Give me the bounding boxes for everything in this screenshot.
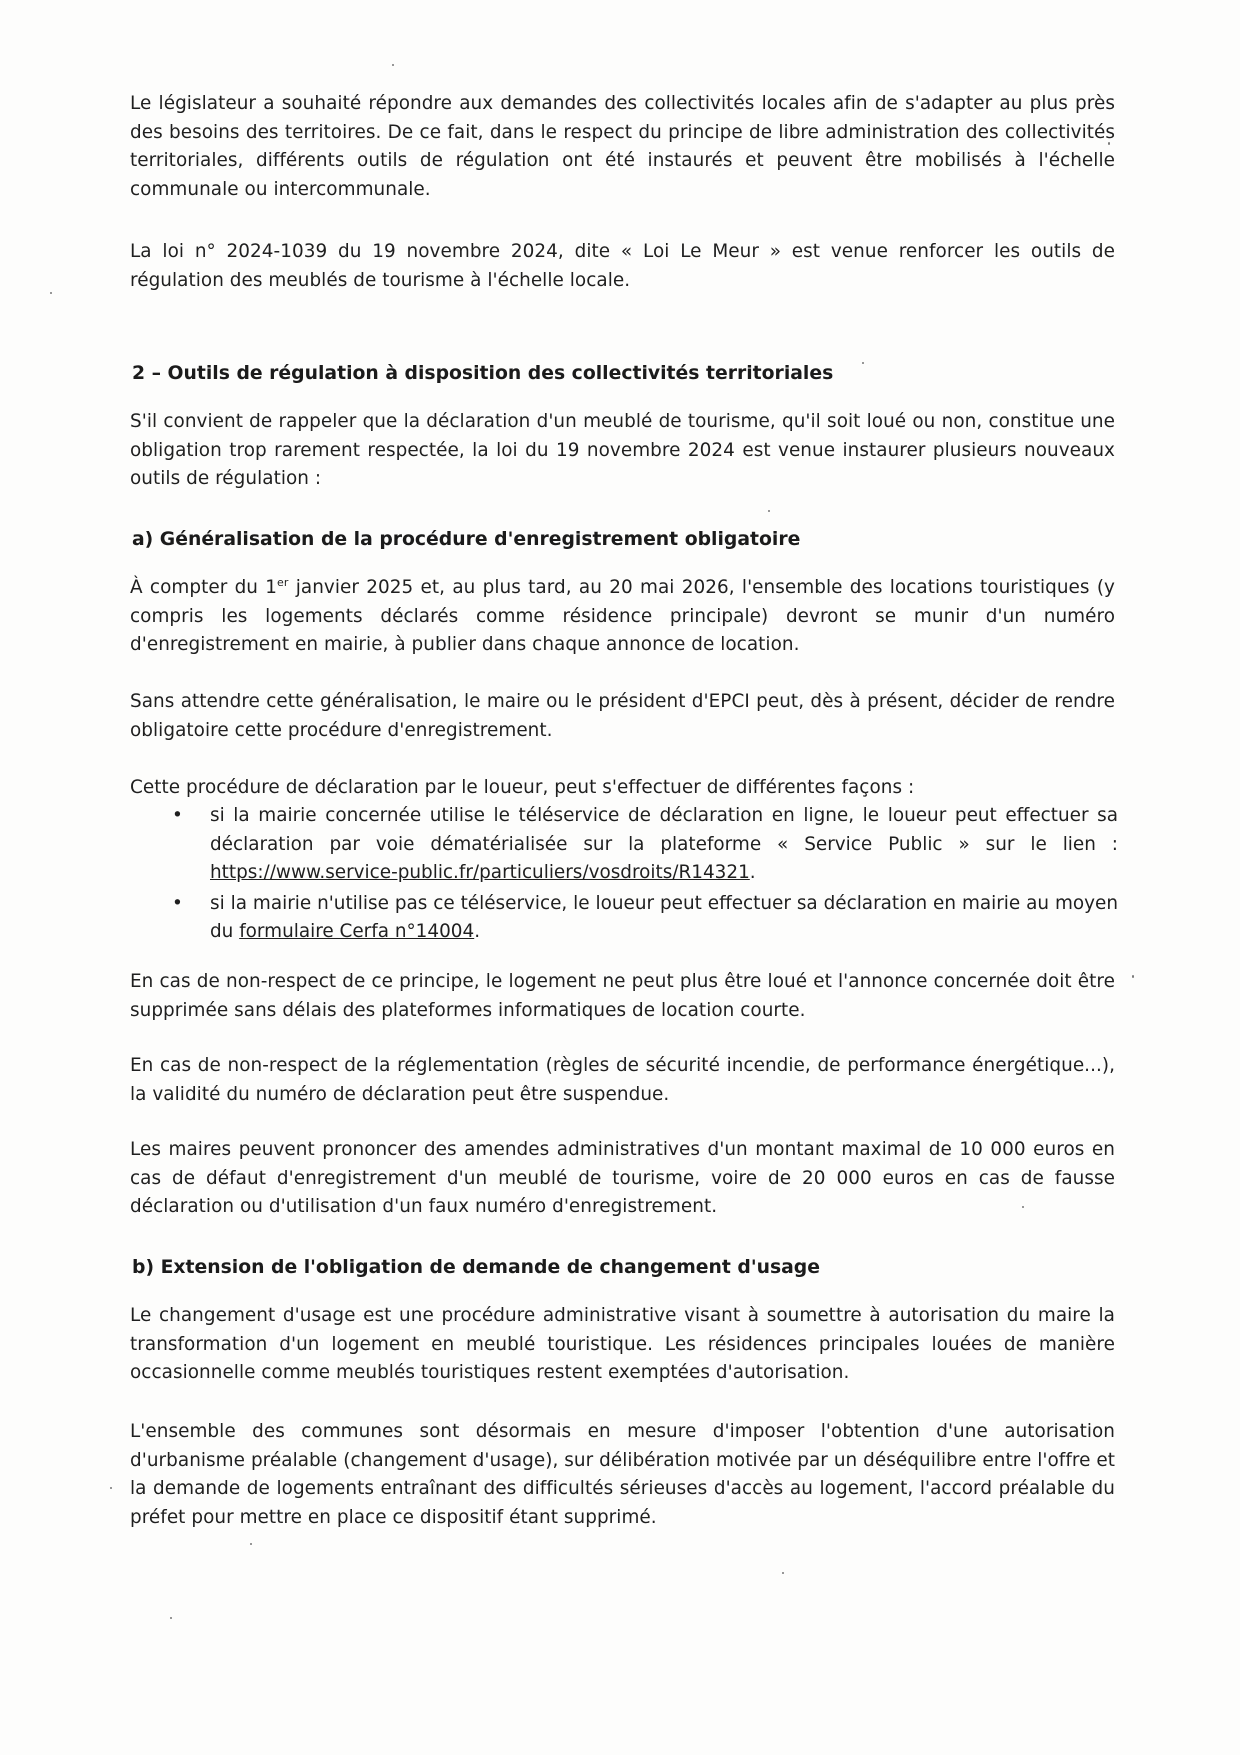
subheading-a: a) Généralisation de la procédure d'enregistrement obligatoire <box>132 529 801 550</box>
paragraph-intro: Le législateur a souhaité répondre aux demandes des collectivités locales afin de s'adapter au plus près des besoins des territoires. De ce fait, dans le respect du principe de libre administration des collectivités territoriales, différents outils de régulation ont été instaurés et peuvent être mobilisés à l'échelle communale ou intercommunale. <box>130 93 1115 200</box>
paragraph-changement-usage: Le changement d'usage est une procédure administrative visant à soumettre à autorisation du maire la transformation d'un logement en meublé touristique. Les résidences principales louées de manière occasionnelle comme meublés touristiques restent exemptées d'autorisation. <box>130 1305 1115 1384</box>
p4-start: À compter du 1 <box>130 577 278 598</box>
list-item <box>138 890 1118 947</box>
paragraph-non-respect-reglementation: En cas de non-respect de la réglementation (règles de sécurité incendie, de performance énergétique...), la validité du numéro de déclaration peut être suspendue. <box>130 1055 1115 1105</box>
scan-speck <box>768 510 770 512</box>
service-public-link[interactable]: https://www.service-public.fr/particuliers/vosdroits/R14321 <box>210 862 750 884</box>
paragraph-generalisation <box>130 574 1115 660</box>
paragraph-amendes: Les maires peuvent prononcer des amendes administratives d'un montant maximal de 10 000 euros en cas de défaut d'enregistrement d'un meublé de tourisme, voire de 20 000 euros en cas de fausse déclaration ou d'utilisation d'un faux numéro d'enregistrement. <box>130 1139 1115 1218</box>
paragraph-loi-le-meur: La loi n° 2024-1039 du 19 novembre 2024, dite « Loi Le Meur » est venue renforcer les outils de régulation des meublés de tourisme à l'échelle locale. <box>130 241 1115 291</box>
paragraph-sans-attendre: Sans attendre cette généralisation, le maire ou le président d'EPCI peut, dès à présent, décider de rendre obligatoire cette procédure d'enregistrement. <box>130 691 1115 741</box>
scan-speck <box>250 1543 252 1545</box>
scan-speck <box>1132 975 1134 978</box>
paragraph-rappel-declaration: S'il convient de rappeler que la déclaration d'un meublé de tourisme, qu'il soit loué ou non, constitue une obligation trop rarement respectée, la loi du 19 novembre 2024 est venue instaurer plusieurs nouveaux outils de régulation : <box>130 411 1115 490</box>
ordinal-superscript: er <box>277 575 289 589</box>
bullet-marker: • <box>172 805 183 826</box>
list-item-text: si la mairie concernée utilise le téléservice de déclaration en ligne, le loueur peut effectuer sa déclaration par voie dématérialisée sur la plateforme « Service Public » sur le lien : <box>210 805 1118 855</box>
list-item-end: . <box>474 921 481 943</box>
bullet-marker: • <box>172 892 183 914</box>
subheading-b: b) Extension de l'obligation de demande de changement d'usage <box>132 1257 820 1278</box>
scan-speck <box>782 1572 784 1574</box>
paragraph-procedure-declaration: Cette procédure de déclaration par le loueur, peut s'effectuer de différentes façons : <box>130 777 915 798</box>
scan-speck <box>110 1487 112 1489</box>
scan-speck <box>170 1617 172 1619</box>
scan-speck <box>862 362 864 364</box>
cerfa-form-link[interactable]: formulaire Cerfa n°14004 <box>239 921 475 943</box>
list-item-end: . <box>749 862 756 884</box>
list-item-text: si la mairie n'utilise pas ce téléservice, le loueur peut effectuer sa déclaration en mairie au moyen du <box>210 892 1118 943</box>
scan-speck <box>50 292 52 294</box>
section-heading-2: 2 – Outils de régulation à disposition des collectivités territoriales <box>132 363 834 384</box>
p4-rest: janvier 2025 et, au plus tard, au 20 mai 2026, l'ensemble des locations touristiques (y compris les logements déclarés comme résidence principale) devront se munir d'un numéro d'enregistrement en mairie, à publier dans chaque annonce de location. <box>130 577 1115 656</box>
paragraph-non-respect-principe: En cas de non-respect de ce principe, le logement ne peut plus être loué et l'annonce concernée doit être supprimée sans délais des plateformes informatiques de location courte. <box>130 971 1115 1021</box>
scan-speck <box>392 64 394 66</box>
list-item <box>138 802 1118 888</box>
paragraph-communes-autorisation: L'ensemble des communes sont désormais en mesure d'imposer l'obtention d'une autorisation d'urbanisme préalable (changement d'usage), sur délibération motivée par un déséquilibre entre l'offre et la demande de logements entraînant des difficultés sérieuses d'accès au logement, l'accord préalable du préfet pour mettre en place ce dispositif étant supprimé. <box>130 1421 1115 1528</box>
declaration-methods-list <box>138 802 1118 949</box>
